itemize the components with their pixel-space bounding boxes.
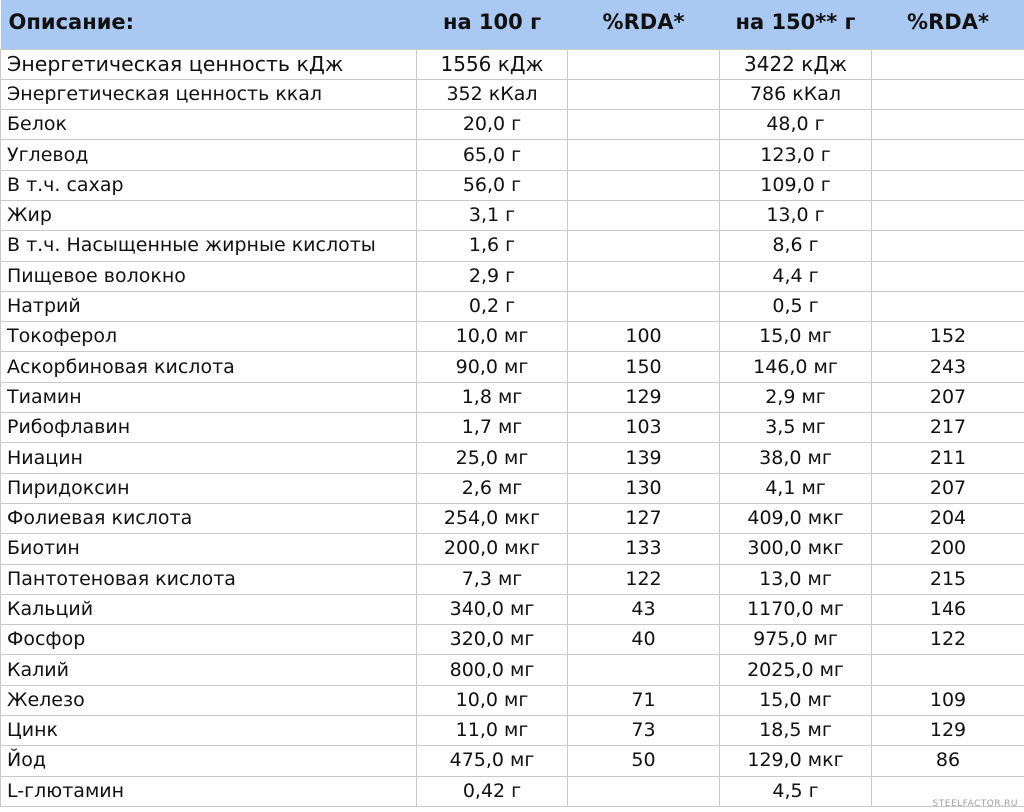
table-row xyxy=(1,291,1024,321)
rda-150g-cell: 129 xyxy=(872,716,1024,746)
rda-150g-cell: 207 xyxy=(872,473,1024,503)
per-100g-cell: 25,0 мг xyxy=(417,443,568,473)
per-150g-cell: 0,5 г xyxy=(720,291,872,321)
per-100g-cell: 3,1 г xyxy=(417,200,568,230)
per-100g-cell: 200,0 мкг xyxy=(417,534,568,564)
rda-100g-cell: 122 xyxy=(568,564,720,594)
per-150g-cell: 146,0 мг xyxy=(720,352,872,382)
nutrient-name-cell: Энергетическая ценность кДж xyxy=(1,49,417,79)
header-per-100g: на 100 г xyxy=(417,0,568,49)
table-row xyxy=(1,564,1024,594)
per-150g-cell: 2,9 мг xyxy=(720,382,872,412)
per-100g-cell: 320,0 мг xyxy=(417,625,568,655)
table-row xyxy=(1,776,1024,806)
table-row xyxy=(1,322,1024,352)
header-per-150g: на 150** г xyxy=(720,0,872,49)
nutrient-name-cell: Токоферол xyxy=(1,322,417,352)
nutrient-name-cell: Биотин xyxy=(1,534,417,564)
per-150g-cell: 3,5 мг xyxy=(720,413,872,443)
header-row xyxy=(1,0,1024,49)
per-150g-cell: 15,0 мг xyxy=(720,685,872,715)
rda-100g-cell: 40 xyxy=(568,625,720,655)
rda-150g-cell: 152 xyxy=(872,322,1024,352)
per-100g-cell: 10,0 мг xyxy=(417,685,568,715)
rda-150g-cell xyxy=(872,49,1024,79)
rda-150g-cell xyxy=(872,231,1024,261)
table-row xyxy=(1,110,1024,140)
rda-150g-cell: 207 xyxy=(872,382,1024,412)
nutrient-name-cell: Ниацин xyxy=(1,443,417,473)
header-description: Описание: xyxy=(1,0,417,49)
nutrient-name-cell: Пантотеновая кислота xyxy=(1,564,417,594)
nutrient-name-cell: Пиридоксин xyxy=(1,473,417,503)
rda-100g-cell: 50 xyxy=(568,746,720,776)
per-100g-cell: 0,42 г xyxy=(417,776,568,806)
table-row xyxy=(1,594,1024,624)
per-100g-cell: 1,6 г xyxy=(417,231,568,261)
table-row xyxy=(1,746,1024,776)
table-header xyxy=(1,0,1024,49)
per-100g-cell: 56,0 г xyxy=(417,170,568,200)
rda-100g-cell xyxy=(568,655,720,685)
nutrient-name-cell: Фолиевая кислота xyxy=(1,503,417,533)
per-100g-cell: 352 кКал xyxy=(417,79,568,109)
per-150g-cell: 8,6 г xyxy=(720,231,872,261)
per-150g-cell: 409,0 мкг xyxy=(720,503,872,533)
nutrient-name-cell: Энергетическая ценность ккал xyxy=(1,79,417,109)
per-100g-cell: 0,2 г xyxy=(417,291,568,321)
nutrient-name-cell: Белок xyxy=(1,110,417,140)
rda-100g-cell: 100 xyxy=(568,322,720,352)
rda-150g-cell xyxy=(872,200,1024,230)
rda-150g-cell: 243 xyxy=(872,352,1024,382)
table-row xyxy=(1,261,1024,291)
table-row xyxy=(1,625,1024,655)
rda-150g-cell: 217 xyxy=(872,413,1024,443)
header-rda-100g: %RDA* xyxy=(568,0,720,49)
nutrient-name-cell: Цинк xyxy=(1,716,417,746)
watermark: STEELFACTOR.RU xyxy=(932,799,1018,809)
per-100g-cell: 20,0 г xyxy=(417,110,568,140)
rda-150g-cell: 86 xyxy=(872,746,1024,776)
rda-150g-cell xyxy=(872,291,1024,321)
table-row xyxy=(1,413,1024,443)
per-100g-cell: 254,0 мкг xyxy=(417,503,568,533)
table-row xyxy=(1,49,1024,79)
nutrient-name-cell: Кальций xyxy=(1,594,417,624)
rda-150g-cell xyxy=(872,655,1024,685)
rda-100g-cell: 43 xyxy=(568,594,720,624)
rda-150g-cell xyxy=(872,79,1024,109)
nutrient-name-cell: Рибофлавин xyxy=(1,413,417,443)
rda-150g-cell: 200 xyxy=(872,534,1024,564)
per-100g-cell: 11,0 мг xyxy=(417,716,568,746)
nutrient-name-cell: L-глютамин xyxy=(1,776,417,806)
rda-100g-cell: 139 xyxy=(568,443,720,473)
per-150g-cell: 4,4 г xyxy=(720,261,872,291)
nutrient-name-cell: Углевод xyxy=(1,140,417,170)
table-row xyxy=(1,716,1024,746)
per-150g-cell: 4,5 г xyxy=(720,776,872,806)
per-150g-cell: 2025,0 мг xyxy=(720,655,872,685)
rda-150g-cell: 215 xyxy=(872,564,1024,594)
rda-150g-cell: 204 xyxy=(872,503,1024,533)
per-100g-cell: 7,3 мг xyxy=(417,564,568,594)
per-150g-cell: 13,0 мг xyxy=(720,564,872,594)
nutrient-name-cell: В т.ч. сахар xyxy=(1,170,417,200)
per-150g-cell: 38,0 мг xyxy=(720,443,872,473)
rda-150g-cell xyxy=(872,261,1024,291)
header-rda-150g: %RDA* xyxy=(872,0,1024,49)
per-100g-cell: 1,8 мг xyxy=(417,382,568,412)
per-150g-cell: 48,0 г xyxy=(720,110,872,140)
per-100g-cell: 90,0 мг xyxy=(417,352,568,382)
nutrient-name-cell: Фосфор xyxy=(1,625,417,655)
per-100g-cell: 2,6 мг xyxy=(417,473,568,503)
nutrient-name-cell: Тиамин xyxy=(1,382,417,412)
nutrient-name-cell: Железо xyxy=(1,685,417,715)
rda-150g-cell xyxy=(872,170,1024,200)
table-row xyxy=(1,352,1024,382)
rda-100g-cell xyxy=(568,79,720,109)
rda-150g-cell xyxy=(872,140,1024,170)
per-100g-cell: 475,0 мг xyxy=(417,746,568,776)
nutrient-name-cell: Пищевое волокно xyxy=(1,261,417,291)
rda-100g-cell: 130 xyxy=(568,473,720,503)
table-row xyxy=(1,382,1024,412)
per-150g-cell: 3422 кДж xyxy=(720,49,872,79)
rda-100g-cell: 133 xyxy=(568,534,720,564)
rda-150g-cell: 211 xyxy=(872,443,1024,473)
rda-100g-cell xyxy=(568,170,720,200)
per-150g-cell: 300,0 мкг xyxy=(720,534,872,564)
table-row xyxy=(1,473,1024,503)
table-row xyxy=(1,140,1024,170)
table-row xyxy=(1,443,1024,473)
nutrient-name-cell: Йод xyxy=(1,746,417,776)
per-150g-cell: 15,0 мг xyxy=(720,322,872,352)
rda-100g-cell: 127 xyxy=(568,503,720,533)
table-row xyxy=(1,503,1024,533)
table-body xyxy=(1,49,1024,806)
per-150g-cell: 13,0 г xyxy=(720,200,872,230)
rda-150g-cell: 146 xyxy=(872,594,1024,624)
per-100g-cell: 340,0 мг xyxy=(417,594,568,624)
rda-100g-cell xyxy=(568,776,720,806)
table-row xyxy=(1,170,1024,200)
per-100g-cell: 800,0 мг xyxy=(417,655,568,685)
nutrient-name-cell: Калий xyxy=(1,655,417,685)
per-150g-cell: 109,0 г xyxy=(720,170,872,200)
table-row xyxy=(1,655,1024,685)
rda-100g-cell: 103 xyxy=(568,413,720,443)
rda-150g-cell: 122 xyxy=(872,625,1024,655)
per-100g-cell: 1556 кДж xyxy=(417,49,568,79)
per-150g-cell: 18,5 мг xyxy=(720,716,872,746)
nutrient-name-cell: Аскорбиновая кислота xyxy=(1,352,417,382)
rda-100g-cell: 150 xyxy=(568,352,720,382)
table-row xyxy=(1,200,1024,230)
per-150g-cell: 123,0 г xyxy=(720,140,872,170)
per-100g-cell: 10,0 мг xyxy=(417,322,568,352)
per-150g-cell: 129,0 мкг xyxy=(720,746,872,776)
rda-100g-cell xyxy=(568,200,720,230)
rda-100g-cell xyxy=(568,49,720,79)
table-row xyxy=(1,231,1024,261)
rda-150g-cell xyxy=(872,110,1024,140)
per-150g-cell: 4,1 мг xyxy=(720,473,872,503)
table-row xyxy=(1,534,1024,564)
per-150g-cell: 975,0 мг xyxy=(720,625,872,655)
rda-150g-cell: 109 xyxy=(872,685,1024,715)
rda-100g-cell xyxy=(568,140,720,170)
nutrient-name-cell: Натрий xyxy=(1,291,417,321)
table-row xyxy=(1,79,1024,109)
per-150g-cell: 786 кКал xyxy=(720,79,872,109)
per-100g-cell: 1,7 мг xyxy=(417,413,568,443)
nutrient-name-cell: В т.ч. Насыщенные жирные кислоты xyxy=(1,231,417,261)
per-100g-cell: 2,9 г xyxy=(417,261,568,291)
per-150g-cell: 1170,0 мг xyxy=(720,594,872,624)
rda-100g-cell xyxy=(568,110,720,140)
rda-100g-cell: 73 xyxy=(568,716,720,746)
nutrient-name-cell: Жир xyxy=(1,200,417,230)
table-row xyxy=(1,685,1024,715)
rda-100g-cell xyxy=(568,231,720,261)
rda-100g-cell: 129 xyxy=(568,382,720,412)
rda-100g-cell: 71 xyxy=(568,685,720,715)
per-100g-cell: 65,0 г xyxy=(417,140,568,170)
rda-100g-cell xyxy=(568,261,720,291)
rda-100g-cell xyxy=(568,291,720,321)
